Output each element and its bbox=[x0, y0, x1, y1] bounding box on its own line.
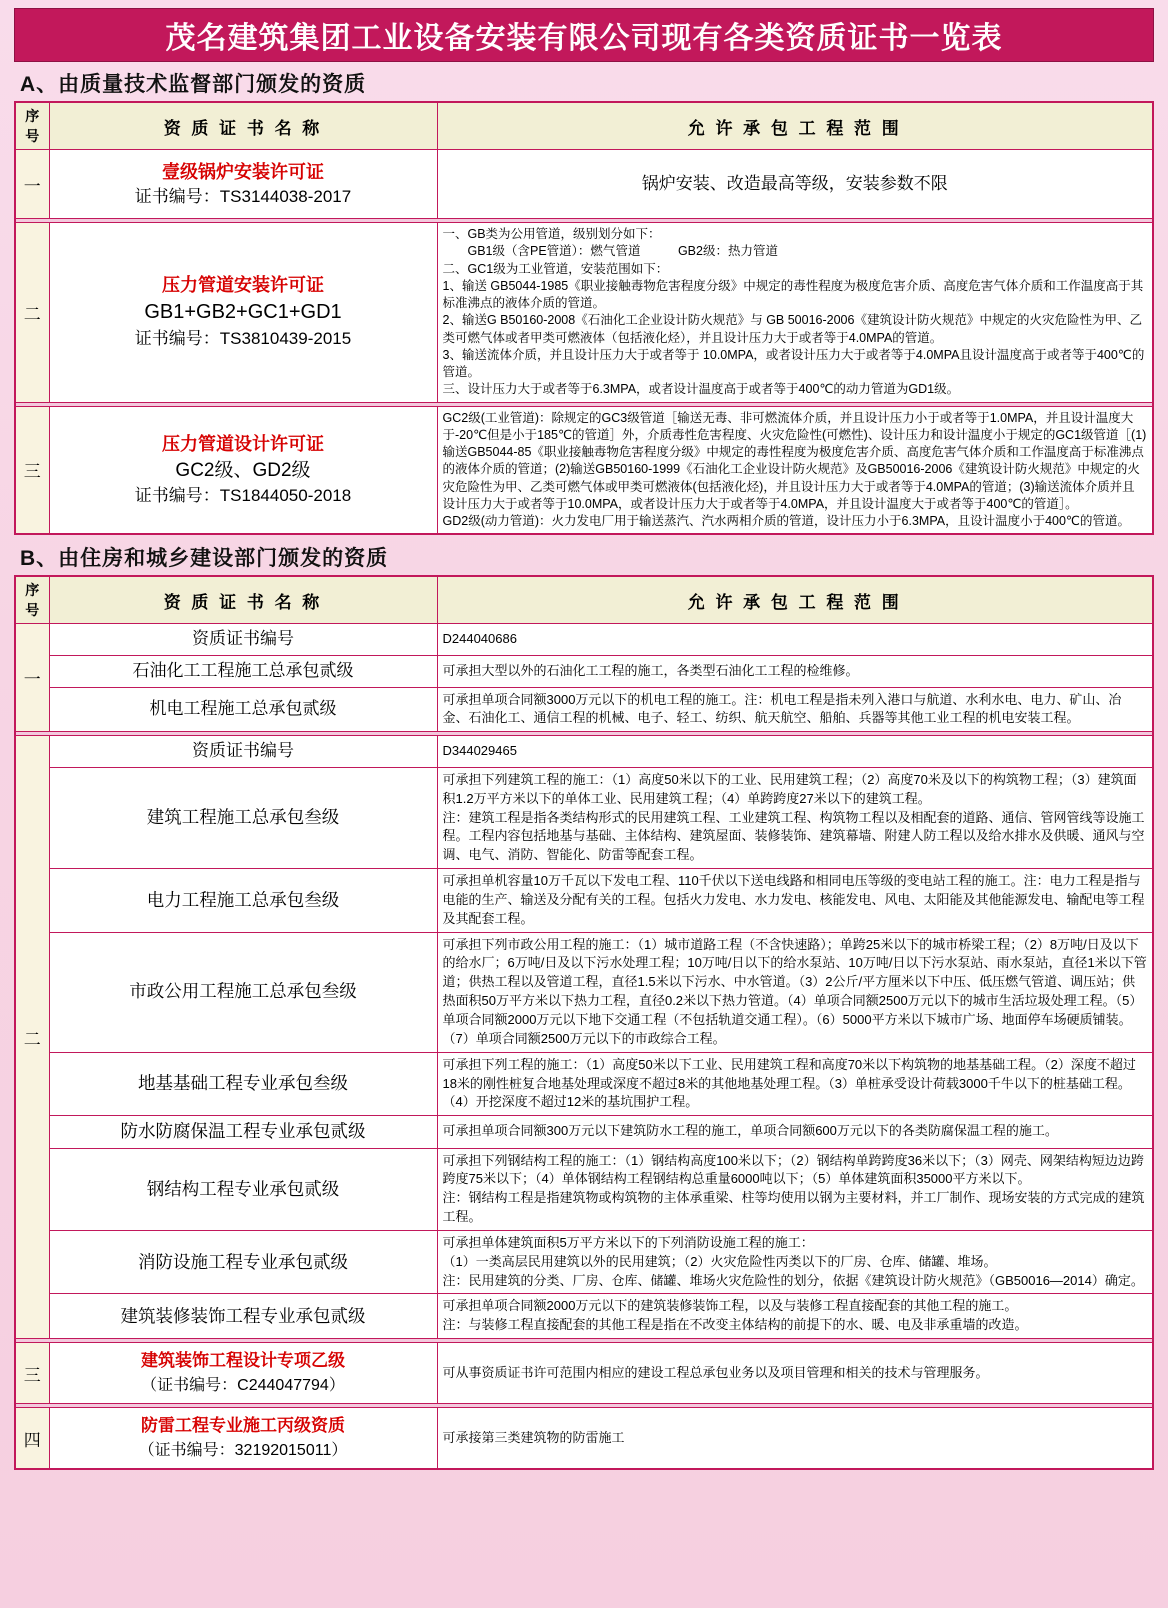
scope-cell bbox=[437, 1052, 1153, 1116]
certificate-name-cell bbox=[49, 150, 437, 219]
certificate-name-cell: 防水防腐保温工程专业承包贰级 bbox=[49, 1116, 437, 1148]
scope-line: 1、输送 GB5044-1985《职业接触毒物危害程度分级》中规定的毒性程度为极度危害介质、高度危害气体介质和工作温度高于其标准沸点的液体介质的管道。 bbox=[442, 278, 1144, 310]
table-row bbox=[15, 223, 1153, 403]
certificate-name-cell: 石油化工工程施工总承包贰级 bbox=[49, 655, 437, 687]
scope-cell bbox=[437, 736, 1153, 768]
page-title-banner bbox=[14, 8, 1154, 62]
certificate-name-cell: 资质证书编号 bbox=[49, 736, 437, 768]
row-index: 三 bbox=[15, 406, 49, 534]
scope-cell bbox=[437, 869, 1153, 933]
table-row bbox=[15, 736, 1153, 768]
scope-cell bbox=[437, 223, 1153, 403]
scope-cell bbox=[437, 406, 1153, 534]
table-row bbox=[15, 624, 1153, 656]
scope-line: 可承担单体建筑面积5万平方米以下的下列消防设施工程的施工： bbox=[442, 1234, 814, 1250]
scope-line: 2、输送G B50160-2008《石油化工企业设计防火规范》与 GB 50016-2006《建筑设计防火规范》中规定的火灾危险性为甲、乙类可燃气体或者甲类可燃液体（包括液化烃），并且设计压力大于或者等于4.0MPA的管道。 bbox=[442, 313, 1142, 345]
scope-cell bbox=[437, 1230, 1153, 1294]
scope-line: 二、GC1级为工业管道，安装范围如下： bbox=[442, 261, 669, 276]
header-scope: 允 许 承 包 工 程 范 围 bbox=[437, 576, 1153, 624]
scope-line: D244040686 bbox=[442, 631, 517, 647]
header-name: 资 质 证 书 名 称 bbox=[49, 102, 437, 150]
scope-cell bbox=[437, 1148, 1153, 1230]
certificate-name-cell: 消防设施工程专业承包贰级 bbox=[49, 1230, 437, 1294]
scope-line: 可承担单项合同额2000万元以下的建筑装修装饰工程，以及与装修工程直接配套的其他工程的施工。 bbox=[442, 1298, 1018, 1314]
page-title: 茂名建筑集团工业设备安装有限公司现有各类资质证书一览表 bbox=[165, 21, 1003, 56]
scope-line: 注：与装修工程直接配套的其他工程是指在不改变主体结构的前提下的水、暖、电及非承重墙的改造。 bbox=[442, 1317, 1028, 1333]
row-index: 二 bbox=[15, 223, 49, 403]
certificate-name-cell: 资质证书编号 bbox=[49, 624, 437, 656]
scope-cell bbox=[437, 767, 1153, 868]
table-row bbox=[15, 150, 1153, 219]
scope-line: GC2级(工业管道)：除规定的GC3级管道［输送无毒、非可燃流体介质，并且设计压力小于或者等于1.0MPA，并且设计温度大于-20℃但是小于185℃的管道］外，介质毒性危害程度、火灾危险性(可燃性)、设计压力和设计温度小于规定的GC1级管道［(1)输送GB5044-85《职业接触毒物危害程度分级》中规定的毒性程度为极度危害介质、高度危害气体介质和工作温度高于标准沸点的液体介质的管道；(2)输送GB50160-1999《石油化工企业设计防火规范》及GB50016-2006《建筑设计防火规范》中规定的火灾危险性为甲、乙类可燃气体或甲类可燃液体(包括液化烃)，并且设计压力大于或者等于4.0MPA的管道；(3)输送流体介质并且设计压力大于或者等于10.0MPA，或者设计压力大于或者等于4.0MPA，并且设计温度大于或者等于400℃的管道］。 bbox=[442, 410, 1147, 511]
scope-line: 可承担大型以外的石油化工工程的施工，各类型石油化工工程的检维修。 bbox=[442, 662, 859, 678]
header-name: 资 质 证 书 名 称 bbox=[49, 576, 437, 624]
scope-line: 一、GB类为公用管道，级别划分如下： bbox=[442, 227, 661, 241]
certificate-name-cell: 市政公用工程施工总承包叁级 bbox=[49, 932, 437, 1052]
scope-cell bbox=[437, 1294, 1153, 1339]
certificate-number: 证书编号：TS1844050-2018 bbox=[134, 486, 352, 506]
table-section-a bbox=[14, 101, 1154, 535]
certificate-title: 防雷工程专业施工丙级资质 bbox=[141, 1416, 345, 1436]
scope-line: 可承担下列工程的施工：（1）高度50米以下工业、民用建筑工程和高度70米以下构筑物的地基基础工程。（2）深度不超过18米的刚性桩复合地基处理或深度不超过8米的其他地基处理工程。（3）单桩承受设计荷载3000千牛以下的桩基础工程。（4）开挖深度不超过12米的基坑围护工程。 bbox=[442, 1056, 1136, 1110]
table-row bbox=[15, 1230, 1153, 1294]
section-b-heading: B、由住房和城乡建设部门颁发的资质 bbox=[20, 547, 389, 571]
scope-cell bbox=[437, 932, 1153, 1052]
scope-line: 3、输送流体介质，并且设计压力大于或者等于 10.0MPA，或者设计压力大于或者等于4.0MPA且设计温度高于或者等于400℃的管道。 bbox=[442, 347, 1145, 379]
row-index: 一 bbox=[15, 150, 49, 219]
scope-line: 注：民用建筑的分类、厂房、仓库、储罐、堆场火灾危险性的划分，依据《建筑设计防火规范》（GB50016—2014）确定。 bbox=[442, 1272, 1144, 1288]
table-row bbox=[15, 406, 1153, 534]
certificate-name-cell: 地基基础工程专业承包叁级 bbox=[49, 1052, 437, 1116]
scope-line: 注：钢结构工程是指建筑物或构筑物的主体承重梁、柱等均使用以钢为主要材料，并工厂制作、现场安装的方式完成的建筑工程。 bbox=[442, 1190, 1145, 1225]
table-row bbox=[15, 767, 1153, 868]
table-row bbox=[15, 1052, 1153, 1116]
certificate-title: 建筑装饰工程设计专项乙级 bbox=[141, 1351, 345, 1371]
certificate-name-cell: 建筑装修装饰工程专业承包贰级 bbox=[49, 1294, 437, 1339]
scope-cell bbox=[437, 655, 1153, 687]
certificate-name-cell: 机电工程施工总承包贰级 bbox=[49, 687, 437, 732]
row-index: 二 bbox=[15, 736, 49, 1339]
scope-line: 可承担下列钢结构工程的施工：（1）钢结构高度100米以下；（2）钢结构单跨跨度36米以下；（3）网壳、网架结构短边边跨跨度75米以下；（4）单体钢结构工程钢结构总重量6000吨以下；（5）单体建筑面积35000平方米以下。 bbox=[442, 1152, 1144, 1187]
certificate-title: 压力管道设计许可证 bbox=[162, 433, 324, 454]
certificate-title: 压力管道安装许可证 bbox=[162, 275, 324, 296]
table-row bbox=[15, 687, 1153, 732]
header-no: 序号 bbox=[15, 576, 49, 624]
scope-line: GD2级(动力管道)：火力发电厂用于输送蒸汽、汽水两相介质的管道，设计压力小于6.3MPA，且设计温度小于400℃的管道。 bbox=[442, 514, 1130, 528]
certificate-name-cell bbox=[49, 1343, 437, 1404]
scope-cell bbox=[437, 1408, 1153, 1470]
scope-line: 可承担单项合同额300万元以下建筑防水工程的施工，单项合同额600万元以下的各类防腐保温工程的施工。 bbox=[442, 1123, 1058, 1139]
scope-line: 可承担单机容量10万千瓦以下发电工程、110千伏以下送电线路和相同电压等级的变电站工程的施工。注：电力工程是指与电能的生产、输送及分配有关的工程。包括火力发电、水力发电、核能发电、风电、太阳能及其他能源发电、输配电等工程及其配套工程。 bbox=[442, 873, 1145, 926]
table-row bbox=[15, 1116, 1153, 1148]
section-a-heading: A、由质量技术监督部门颁发的资质 bbox=[20, 73, 367, 96]
certificate-name-cell bbox=[49, 1408, 437, 1470]
certificate-name-cell bbox=[49, 223, 437, 403]
scope-line: 可承担下列市政公用工程的施工：（1）城市道路工程（不含快速路）；单跨25米以下的城市桥梁工程；（2）8万吨/日及以下的给水厂；6万吨/日及以下污水处理工程；10万吨/日以下的给水泵站、10万吨/日以下污水泵站、雨水泵站，直径1米以下管道；供热工程以及管道工程，直径1.5米以下污水、中水管道。（3）2公斤/平方厘米以下中压、低压燃气管道、调压站；供热面积50万平方米以下热力工程，直径0.2米以下热力管道。（4）单项合同额2500万元以下的城市生活垃圾处理工程。（5）单项合同额2000万元以下地下交通工程（不包括轨道交通工程）。（6）5000平方米以下城市广场、地面停车场硬质铺装。（7）单项合同额2500万元以下的市政综合工程。 bbox=[442, 936, 1147, 1046]
table-section-b bbox=[14, 575, 1154, 1470]
certificate-name-cell: 电力工程施工总承包叁级 bbox=[49, 869, 437, 933]
header-no: 序号 bbox=[15, 102, 49, 150]
certificate-name-cell: 钢结构工程专业承包贰级 bbox=[49, 1148, 437, 1230]
row-index: 一 bbox=[15, 624, 49, 732]
certificate-number: （证书编号：C244047794） bbox=[141, 1376, 345, 1394]
certificate-number: （证书编号：32192015011） bbox=[138, 1441, 348, 1459]
scope-cell bbox=[437, 624, 1153, 656]
scope-line: （1）一类高层民用建筑以外的民用建筑；（2）火灾危险性丙类以下的厂房、仓库、储罐、堆场。 bbox=[442, 1253, 997, 1269]
table-header-row bbox=[15, 576, 1153, 624]
table-row bbox=[15, 1294, 1153, 1339]
row-index: 三 bbox=[15, 1343, 49, 1404]
scope-line: GB1级（含PE管道）：燃气管道 GB2级：热力管道 bbox=[442, 244, 778, 259]
table-row bbox=[15, 869, 1153, 933]
certificate-number: 证书编号：TS3144038-2017 bbox=[134, 186, 352, 206]
table-row bbox=[15, 932, 1153, 1052]
table-row bbox=[15, 1408, 1153, 1470]
table-row bbox=[15, 1148, 1153, 1230]
scope-line: 三、设计压力大于或者等于6.3MPA，或者设计温度高于或者等于400℃的动力管道为GD1级。 bbox=[442, 382, 960, 397]
header-scope: 允 许 承 包 工 程 范 围 bbox=[437, 102, 1153, 150]
scope-line: D344029465 bbox=[442, 743, 517, 759]
certificate-name-cell: 建筑工程施工总承包叁级 bbox=[49, 767, 437, 868]
table-row bbox=[15, 655, 1153, 687]
scope-line: 注：建筑工程是指各类结构形式的民用建筑工程、工业建筑工程、构筑物工程以及相配套的道路、通信、管网管线等设施工程。工程内容包括地基与基础、主体结构、建筑屋面、装修装饰、建筑幕墙、附建人防工程以及给水排水及供暖、通风与空调、电气、消防、智能化、防雷等配套工程。 bbox=[442, 809, 1145, 863]
certificate-grades: GB1+GB2+GC1+GD1 bbox=[144, 301, 342, 324]
scope-line: 可从事资质证书许可范围内相应的建设工程总承包业务以及项目管理和相关的技术与管理服务。 bbox=[442, 1364, 989, 1380]
certificate-grades: GC2级、GD2级 bbox=[175, 459, 311, 481]
scope-cell bbox=[437, 1116, 1153, 1148]
certificate-name-cell bbox=[49, 406, 437, 534]
scope-line: 可承担下列建筑工程的施工：（1）高度50米以下的工业、民用建筑工程；（2）高度70米及以下的构筑物工程；（3）建筑面积1.2万平方米以下的单体工业、民用建筑工程；（4）单跨跨度27米以下的建筑工程。 bbox=[442, 771, 1137, 806]
scope-cell bbox=[437, 687, 1153, 732]
certificate-number: 证书编号：TS3810439-2015 bbox=[134, 329, 352, 349]
scope-line: 可承接第三类建筑物的防雷施工 bbox=[442, 1429, 625, 1445]
row-index: 四 bbox=[15, 1408, 49, 1470]
scope-cell bbox=[437, 1343, 1153, 1404]
table-row bbox=[15, 1343, 1153, 1404]
scope-line: 可承担单项合同额3000万元以下的机电工程的施工。注：机电工程是指未列入港口与航道、水利水电、电力、矿山、冶金、石油化工、通信工程的机械、电子、轻工、纺织、航天航空、船舶、兵器等其他工业工程的机电安装工程。 bbox=[442, 691, 1122, 726]
certificate-title: 壹级锅炉安装许可证 bbox=[162, 161, 324, 182]
scope-cell: 锅炉安装、改造最高等级，安装参数不限 bbox=[437, 150, 1153, 219]
table-header-row bbox=[15, 102, 1153, 150]
